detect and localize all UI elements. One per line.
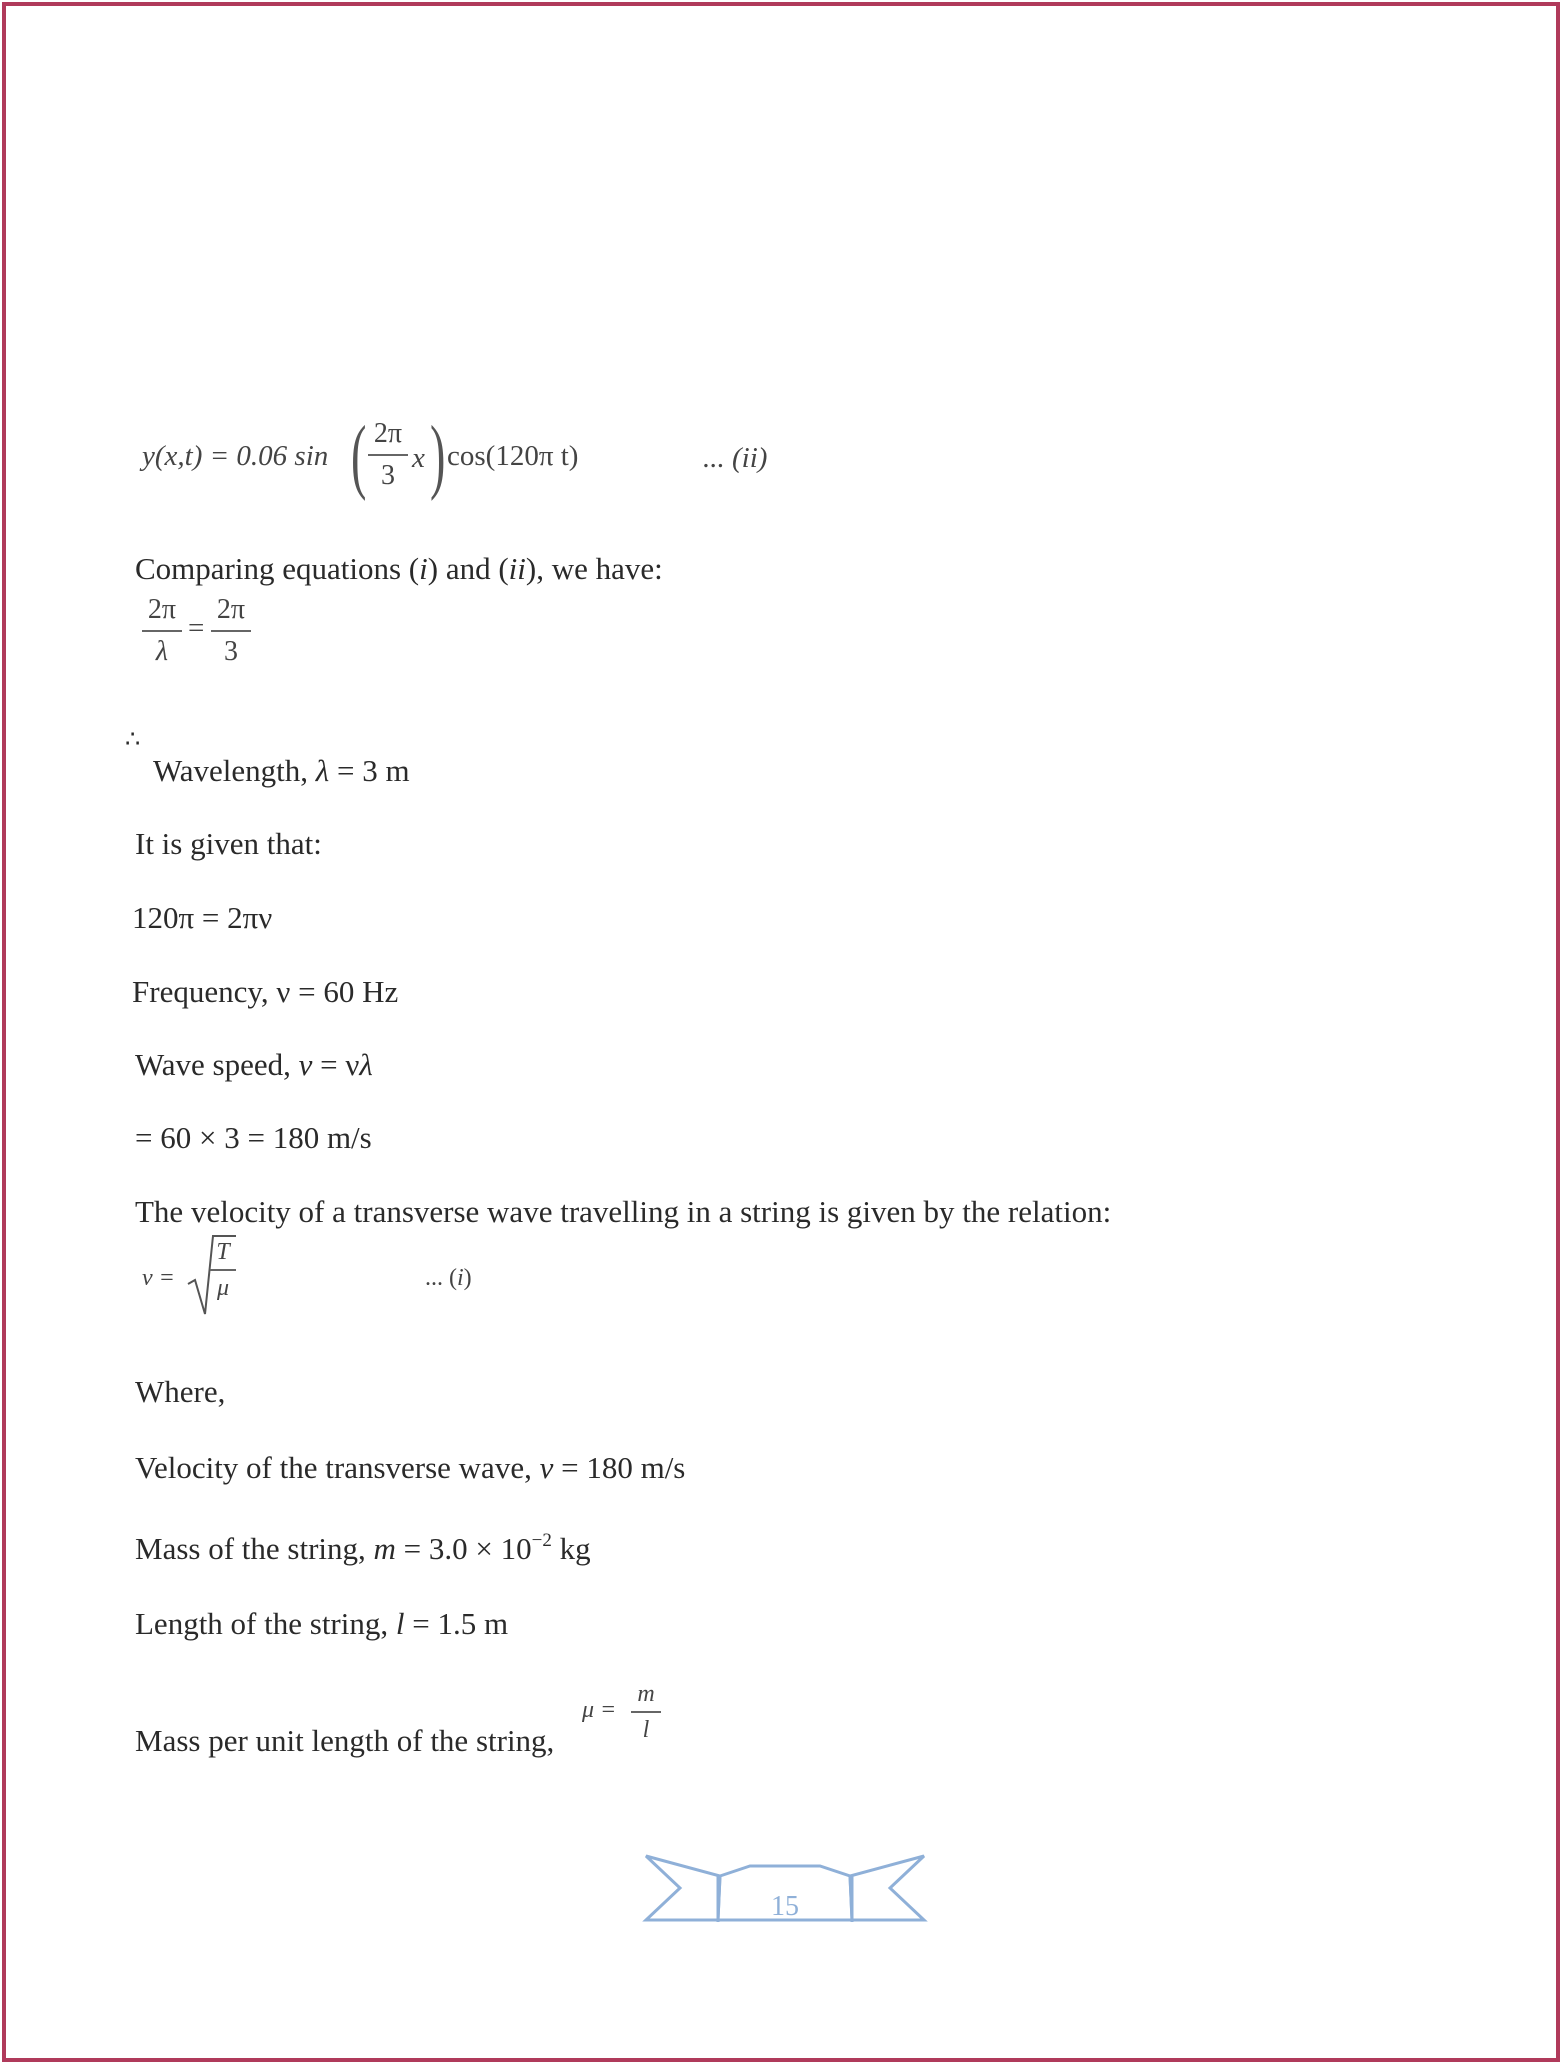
velocity-post: = 180 m/s xyxy=(553,1450,686,1485)
left-paren: ( xyxy=(351,409,367,502)
equation-ii-lhs: y(x,t) = 0.06 sin xyxy=(142,440,329,472)
mass-unit: kg xyxy=(551,1531,591,1566)
left-fraction xyxy=(142,596,182,666)
length-l: l xyxy=(395,1606,405,1641)
mass-per-length-numerator: m xyxy=(637,1681,655,1707)
equals-sign: = xyxy=(188,612,205,644)
velocity-pre: Velocity of the transverse wave, xyxy=(135,1450,540,1485)
wave-speed-v: v xyxy=(298,1047,313,1082)
mass-per-length-denominator: l xyxy=(642,1717,650,1743)
mass-per-length-lhs: μ = xyxy=(582,1697,617,1723)
tag-i: i xyxy=(457,1265,464,1291)
wavelength-line xyxy=(153,755,410,786)
fraction-denominator: 3 xyxy=(381,460,395,491)
mass-line xyxy=(135,1531,591,1564)
where-text: Where, xyxy=(135,1374,226,1409)
velocity-line xyxy=(135,1452,685,1483)
length-line xyxy=(135,1608,508,1639)
tag-post: ) xyxy=(463,1265,472,1291)
mass-per-length-text: Mass per unit length of the string, xyxy=(135,1723,555,1758)
compare-post: ), we have: xyxy=(525,551,663,586)
equation-ii-x: x xyxy=(412,442,425,474)
therefore-symbol: ∴ xyxy=(125,727,141,753)
given-text: It is given that: xyxy=(135,826,322,861)
wavelength-symbol: λ xyxy=(315,753,330,788)
page-number: 15 xyxy=(771,1891,799,1922)
wavelength-pre: Wavelength, xyxy=(153,753,316,788)
length-pre: Length of the string, xyxy=(135,1606,396,1641)
left-numerator: 2π xyxy=(147,594,177,625)
compare-text xyxy=(135,553,663,584)
compare-mid: ) and ( xyxy=(427,551,509,586)
wavelength-post: = 3 m xyxy=(329,753,410,788)
compare-i: i xyxy=(419,551,428,586)
speed-calculation: = 60 × 3 = 180 m/s xyxy=(135,1120,372,1155)
equation-ii-cos: cos(120π t) xyxy=(447,440,579,472)
right-fraction xyxy=(211,596,251,666)
fraction-numerator: 2π xyxy=(373,418,403,449)
mass-per-length-fraction xyxy=(631,1682,661,1742)
mass-m: m xyxy=(373,1531,396,1566)
equation-i-lhs: v = xyxy=(142,1265,175,1291)
wave-speed-pre: Wave speed, xyxy=(135,1047,299,1082)
wave-speed-mid: = ν xyxy=(312,1047,360,1082)
wave-speed-lambda: λ xyxy=(359,1047,373,1082)
equation-i-fraction xyxy=(210,1240,236,1300)
compare-ii: ii xyxy=(508,551,526,586)
mass-post: = 3.0 × 10 xyxy=(395,1531,532,1566)
wave-speed-line xyxy=(135,1049,373,1080)
compare-pre: Comparing equations ( xyxy=(135,551,420,586)
relation-line: 120π = 2πν xyxy=(132,900,273,935)
mu-symbol: μ xyxy=(216,1275,230,1301)
equation-i-tag xyxy=(425,1266,472,1290)
right-numerator: 2π xyxy=(216,594,246,625)
mass-pre: Mass of the string, xyxy=(135,1531,374,1566)
mass-exponent: −2 xyxy=(531,1530,552,1551)
tension-symbol: T xyxy=(216,1239,230,1265)
frequency-line: Frequency, ν = 60 Hz xyxy=(132,974,399,1009)
equation-ii-tag: ... (ii) xyxy=(703,442,768,474)
left-denominator: λ xyxy=(155,636,169,667)
right-denominator: 3 xyxy=(224,636,238,667)
equation-ii-fraction xyxy=(368,420,408,490)
length-post: = 1.5 m xyxy=(404,1606,509,1641)
tag-pre: ... ( xyxy=(425,1265,457,1291)
velocity-intro: The velocity of a transverse wave travelling in a string is given by the relation: xyxy=(135,1194,1112,1229)
velocity-v: v xyxy=(539,1450,554,1485)
right-paren: ) xyxy=(430,409,446,502)
